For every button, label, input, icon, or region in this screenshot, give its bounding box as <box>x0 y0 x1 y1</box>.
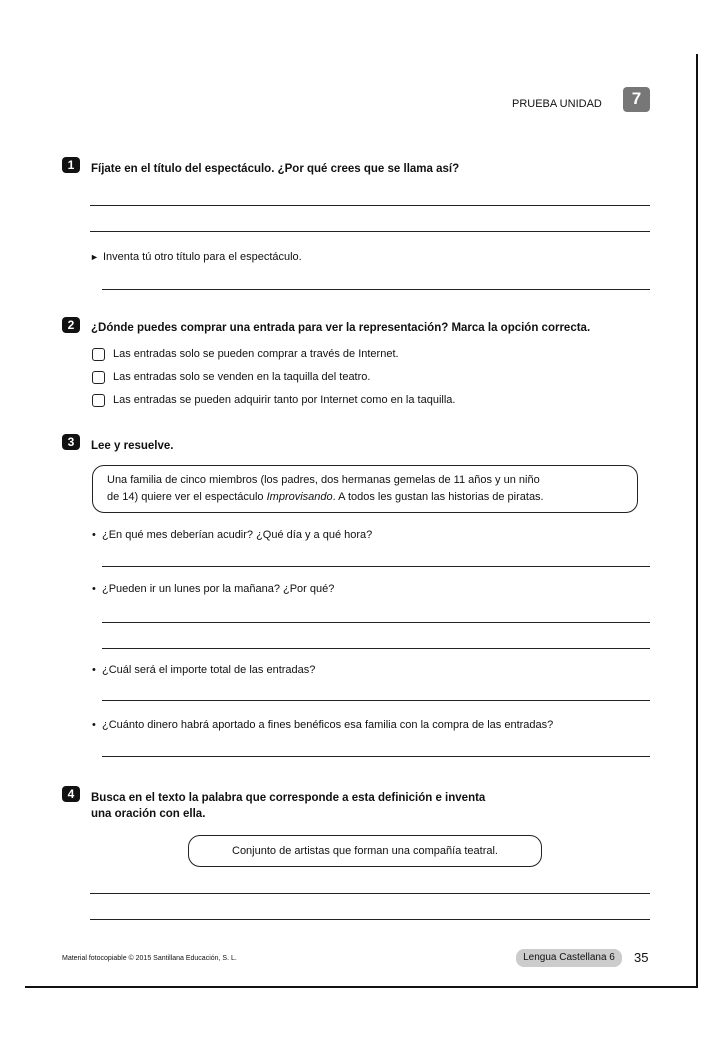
option-checkbox[interactable] <box>92 371 105 384</box>
answer-line <box>102 700 650 701</box>
sub-question: ¿Cuál será el importe total de las entradas? <box>102 664 316 676</box>
answer-line <box>102 648 650 649</box>
text: de 14) quiere ver el espectáculo <box>107 491 267 503</box>
definition-box: Conjunto de artistas que forman una compañía teatral. <box>188 835 542 867</box>
book-badge: Lengua Castellana 6 <box>516 949 622 967</box>
page-number: 35 <box>634 950 649 965</box>
unit-badge: 7 <box>623 87 650 112</box>
question-number-3: 3 <box>62 434 80 450</box>
option-label: Las entradas solo se pueden comprar a través de Internet. <box>113 348 399 360</box>
question-number-4: 4 <box>62 786 80 802</box>
bullet: • <box>92 529 96 541</box>
answer-line <box>90 231 650 232</box>
answer-line <box>102 289 650 290</box>
show-title: Improvisando <box>266 491 333 503</box>
answer-line <box>102 756 650 757</box>
page-border-bottom <box>25 986 698 988</box>
sub-question: ¿Cuánto dinero habrá aportado a fines benéficos esa familia con la compra de las entradas? <box>102 719 554 731</box>
bullet: • <box>92 583 96 595</box>
problem-text-box <box>92 465 638 513</box>
question-1-text: Fíjate en el título del espectáculo. ¿Por qué crees que se llama así? <box>91 163 460 175</box>
bullet: • <box>92 664 96 676</box>
answer-line <box>102 622 650 623</box>
answer-line <box>90 919 650 920</box>
problem-text-line: Una familia de cinco miembros (los padres, dos hermanas gemelas de 11 años y un niño <box>107 474 540 486</box>
option-checkbox[interactable] <box>92 394 105 407</box>
question-3-text: Lee y resuelve. <box>91 440 174 452</box>
question-4-text-cont: una oración con ella. <box>91 808 206 820</box>
answer-line <box>90 893 650 894</box>
question-2-text: ¿Dónde puedes comprar una entrada para ver la representación? Marca la opción correcta. <box>91 322 591 334</box>
header-label: PRUEBA UNIDAD <box>512 98 602 110</box>
question-4-text: Busca en el texto la palabra que corresponde a esta definición e inventa <box>91 792 486 804</box>
sub-question: ¿Pueden ir un lunes por la mañana? ¿Por qué? <box>102 583 335 595</box>
arrow-bullet-icon: ► <box>90 252 99 262</box>
question-1-subtask: Inventa tú otro título para el espectáculo. <box>103 251 302 263</box>
option-label: Las entradas solo se venden en la taquilla del teatro. <box>113 371 371 383</box>
copyright: Material fotocopiable © 2015 Santillana Educación, S. L. <box>62 955 237 962</box>
option-label: Las entradas se pueden adquirir tanto por Internet como en la taquilla. <box>113 394 456 406</box>
bullet: • <box>92 719 96 731</box>
problem-text-line <box>107 491 544 503</box>
answer-line <box>90 205 650 206</box>
question-number-1: 1 <box>62 157 80 173</box>
page-border-right <box>696 54 698 988</box>
sub-question: ¿En qué mes deberían acudir? ¿Qué día y a qué hora? <box>102 529 373 541</box>
question-number-2: 2 <box>62 317 80 333</box>
option-checkbox[interactable] <box>92 348 105 361</box>
answer-line <box>102 566 650 567</box>
text: . A todos les gustan las historias de piratas. <box>332 491 544 503</box>
